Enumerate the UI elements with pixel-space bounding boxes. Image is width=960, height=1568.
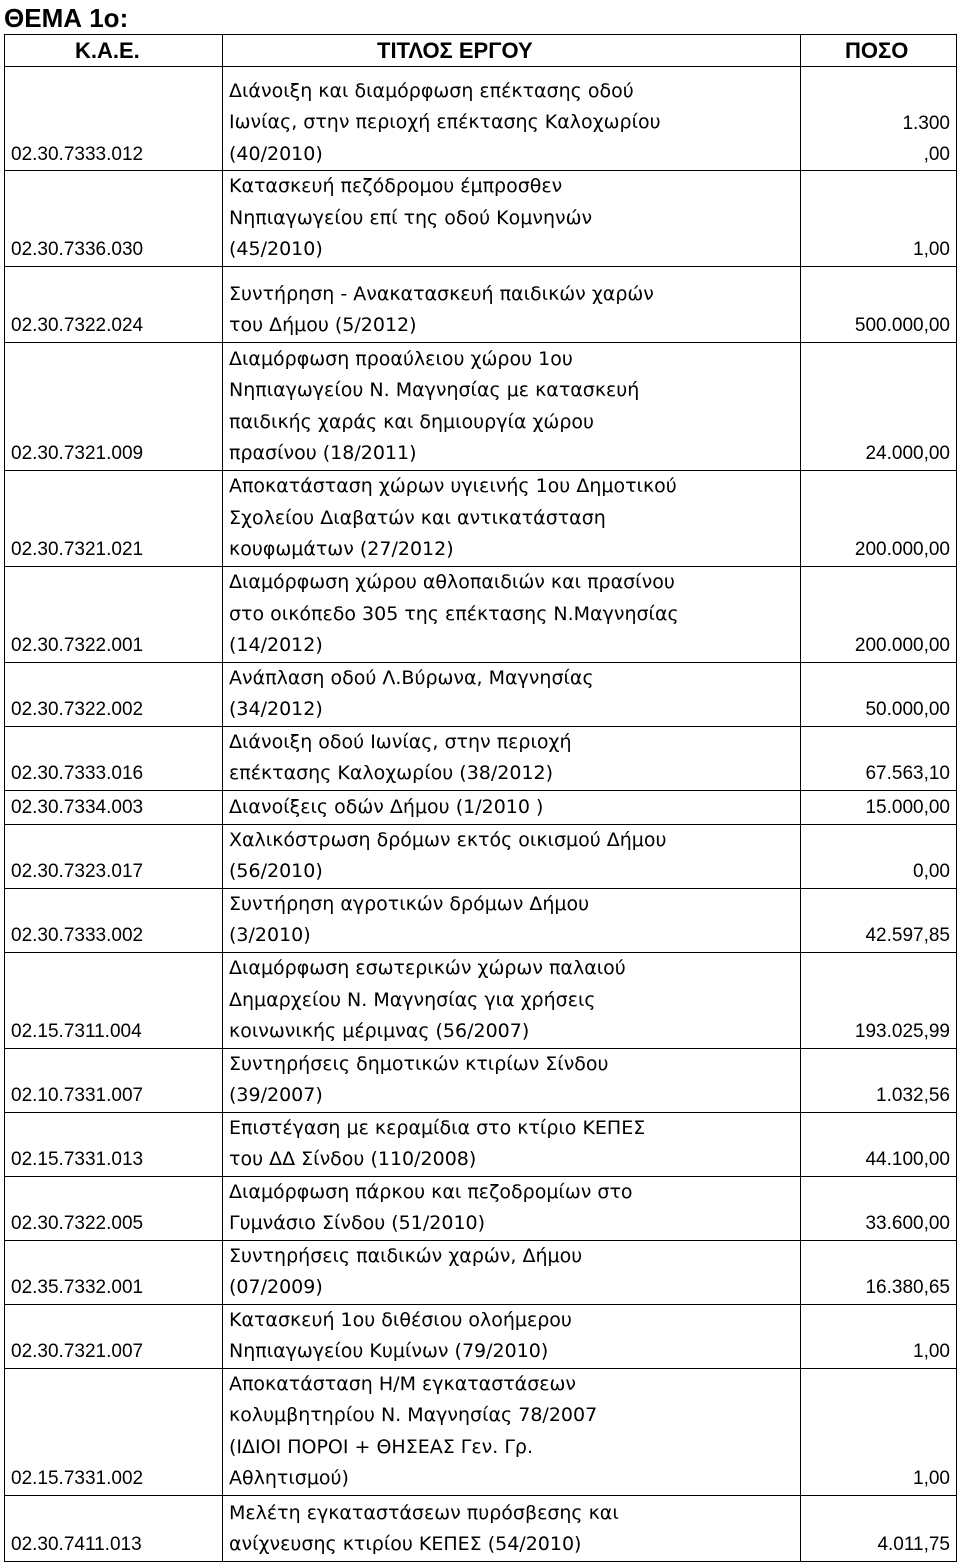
project-amount: 50.000,00 xyxy=(801,662,957,726)
project-amount: 200.000,00 xyxy=(801,566,957,662)
table-row xyxy=(5,342,957,470)
project-code: 02.15.7331.002 xyxy=(5,1368,223,1495)
project-title: Διαμόρφωση εσωτερικών χώρων παλαιού Δημαρχείου Ν. Μαγνησίας για χρήσεις κοινωνικής μέριμνας (56/2007) xyxy=(223,952,801,1048)
project-title: Διάνοιξη και διαμόρφωση επέκτασης οδού Ιωνίας, στην περιοχή επέκτασης Καλοχωρίου (40/2010) xyxy=(223,67,801,171)
table-row xyxy=(5,1368,957,1495)
project-title: Διαμόρφωση χώρου αθλοπαιδιών και πρασίνου στο οικόπεδο 305 της επέκτασης Ν.Μαγνησίας (14/2012) xyxy=(223,566,801,662)
project-title: Ανάπλαση οδού Λ.Βύρωνα, Μαγνησίας (34/2012) xyxy=(223,662,801,726)
project-amount: 24.000,00 xyxy=(801,342,957,470)
project-amount: 67.563,10 xyxy=(801,726,957,790)
project-title: Μελέτη εγκαταστάσεων πυρόσβεσης και ανίχνευσης κτιρίου ΚΕΠΕΣ (54/2010) xyxy=(223,1495,801,1561)
project-code: 02.30.7322.002 xyxy=(5,662,223,726)
project-amount: 1,00 xyxy=(801,1368,957,1495)
table-row xyxy=(5,1048,957,1112)
project-code: 02.30.7322.005 xyxy=(5,1176,223,1240)
project-amount: 15.000,00 xyxy=(801,790,957,824)
header-amount: ΠΟΣΟ xyxy=(801,35,957,67)
project-title: Συντηρήσεις δημοτικών κτιρίων Σίνδου (39/2007) xyxy=(223,1048,801,1112)
table-row xyxy=(5,726,957,790)
project-amount: 42.597,85 xyxy=(801,888,957,952)
project-amount: 1,00 xyxy=(801,1304,957,1368)
table-row xyxy=(5,888,957,952)
project-title: Συντήρηση - Ανακατασκευή παιδικών χαρών του Δήμου (5/2012) xyxy=(223,266,801,342)
project-title: Συντηρήσεις παιδικών χαρών, Δήμου (07/2009) xyxy=(223,1240,801,1304)
project-code: 02.30.7336.030 xyxy=(5,171,223,267)
project-code: 02.15.7311.004 xyxy=(5,952,223,1048)
project-title: Αποκατάσταση Η/Μ εγκαταστάσεων κολυμβητηρίου Ν. Μαγνησίας 78/2007 (ΙΔΙΟΙ ΠΟΡΟΙ + ΘΗΣΕΑΣ Γεν. Γρ. Αθλητισμού) xyxy=(223,1368,801,1495)
project-title: Επιστέγαση με κεραμίδια στο κτίριο ΚΕΠΕΣ του ΔΔ Σίνδου (110/2008) xyxy=(223,1112,801,1176)
table-row xyxy=(5,1112,957,1176)
project-code: 02.10.7331.007 xyxy=(5,1048,223,1112)
table-row xyxy=(5,952,957,1048)
project-code: 02.30.7334.003 xyxy=(5,790,223,824)
table-row xyxy=(5,1304,957,1368)
project-amount: 500.000,00 xyxy=(801,266,957,342)
project-amount: 16.380,65 xyxy=(801,1240,957,1304)
table-row xyxy=(5,470,957,566)
project-amount: 193.025,99 xyxy=(801,952,957,1048)
project-title: Διαμόρφωση προαύλειου χώρου 1ου Νηπιαγωγείου Ν. Μαγνησίας με κατασκευή παιδικής χαράς και δημιουργία χώρου πρασίνου (18/2011) xyxy=(223,342,801,470)
projects-table xyxy=(4,34,957,1562)
table-row xyxy=(5,1495,957,1561)
project-title: Χαλικόστρωση δρόμων εκτός οικισμού Δήμου (56/2010) xyxy=(223,824,801,888)
project-code: 02.30.7322.024 xyxy=(5,266,223,342)
project-code: 02.30.7333.002 xyxy=(5,888,223,952)
table-header-row xyxy=(5,35,957,67)
project-title: Διάνοιξη οδού Ιωνίας, στην περιοχή επέκτασης Καλοχωρίου (38/2012) xyxy=(223,726,801,790)
project-amount: 44.100,00 xyxy=(801,1112,957,1176)
project-code: 02.30.7323.017 xyxy=(5,824,223,888)
project-code: 02.35.7332.001 xyxy=(5,1240,223,1304)
project-amount: 4.011,75 xyxy=(801,1495,957,1561)
project-amount: 1.032,56 xyxy=(801,1048,957,1112)
project-amount: 33.600,00 xyxy=(801,1176,957,1240)
project-code: 02.30.7333.012 xyxy=(5,67,223,171)
table-row xyxy=(5,566,957,662)
project-code: 02.30.7321.021 xyxy=(5,470,223,566)
project-amount: 1,00 xyxy=(801,171,957,267)
project-title: Συντήρηση αγροτικών δρόμων Δήμου (3/2010) xyxy=(223,888,801,952)
header-title: ΤΙΤΛΟΣ ΕΡΓΟΥ xyxy=(223,35,801,67)
project-code: 02.30.7333.016 xyxy=(5,726,223,790)
project-code: 02.30.7322.001 xyxy=(5,566,223,662)
project-title: Διαμόρφωση πάρκου και πεζοδρομίων στο Γυμνάσιο Σίνδου (51/2010) xyxy=(223,1176,801,1240)
table-row xyxy=(5,266,957,342)
project-title: Κατασκευή πεζόδρομου έμπροσθεν Νηπιαγωγείου επί της οδού Κομνηνών (45/2010) xyxy=(223,171,801,267)
table-row xyxy=(5,790,957,824)
table-row xyxy=(5,67,957,171)
project-code: 02.30.7321.007 xyxy=(5,1304,223,1368)
table-row xyxy=(5,1176,957,1240)
table-row xyxy=(5,824,957,888)
project-amount: 1.300 ,00 xyxy=(801,67,957,171)
table-row xyxy=(5,1240,957,1304)
project-amount: 200.000,00 xyxy=(801,470,957,566)
project-code: 02.30.7411.013 xyxy=(5,1495,223,1561)
project-title: Διανοίξεις οδών Δήμου (1/2010 ) xyxy=(223,790,801,824)
project-title: Κατασκευή 1ου διθέσιου ολοήμερου Νηπιαγωγείου Κυμίνων (79/2010) xyxy=(223,1304,801,1368)
project-title: Αποκατάσταση χώρων υγιεινής 1ου Δημοτικού Σχολείου Διαβατών και αντικατάσταση κουφωμάτων (27/2012) xyxy=(223,470,801,566)
header-code: Κ.Α.Ε. xyxy=(5,35,223,67)
project-code: 02.30.7321.009 xyxy=(5,342,223,470)
table-row xyxy=(5,662,957,726)
table-row xyxy=(5,171,957,267)
page-heading: ΘΕΜΑ 1ο: xyxy=(4,3,129,33)
project-amount: 0,00 xyxy=(801,824,957,888)
project-code: 02.15.7331.013 xyxy=(5,1112,223,1176)
